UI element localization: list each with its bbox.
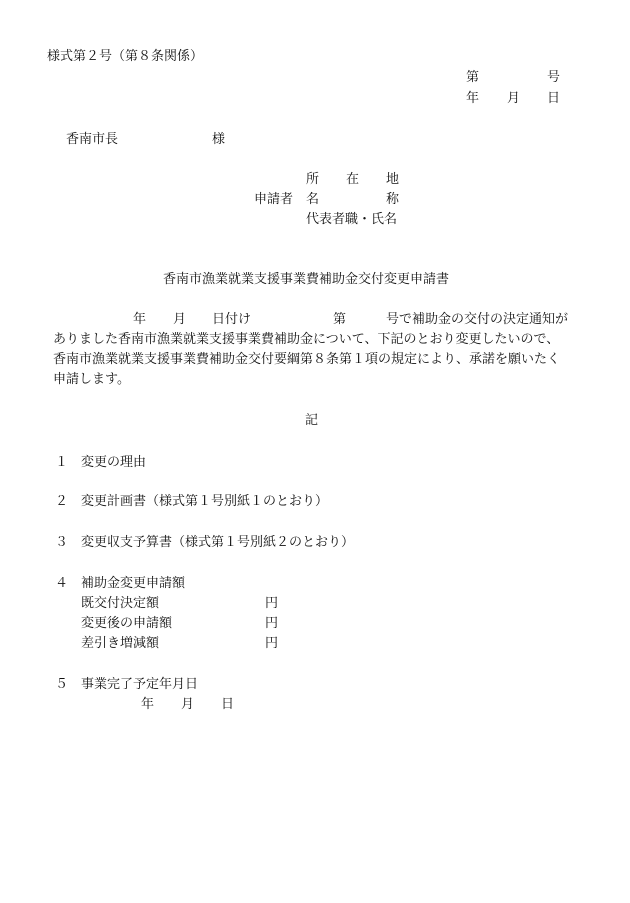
body-dai: 第 [333, 312, 347, 327]
item-4-row-unit: 円 [265, 636, 279, 651]
body-month: 月 [173, 312, 187, 327]
document-title: 香南市漁業就業支援事業費補助金交付変更申請書 [163, 272, 450, 287]
item-4-row-unit: 円 [265, 616, 279, 631]
item-4-row-label: 変更後の申請額 [81, 616, 173, 631]
date-year: 年 [466, 91, 480, 106]
body-line1-tail: 号で補助金の交付の決定通知が [386, 312, 569, 327]
item-2-text: 変更計画書（様式第１号別紙１のとおり） [81, 494, 329, 509]
date-day: 日 [547, 91, 561, 106]
item-5-day: 日 [221, 697, 235, 712]
item-5-month: 月 [181, 697, 195, 712]
body-line4: 申請します。 [53, 372, 130, 387]
applicant-representative: 代表者職・氏名 [306, 212, 398, 227]
item-4-text: 補助金変更申請額 [81, 576, 186, 591]
applicant-location-3: 地 [386, 172, 400, 187]
item-1-number: １ [55, 455, 69, 470]
item-2-number: ２ [55, 494, 69, 509]
item-5-text: 事業完了予定年月日 [81, 677, 199, 692]
item-1-text: 変更の理由 [81, 455, 147, 470]
body-year: 年 [133, 312, 147, 327]
item-4-number: ４ [55, 576, 69, 591]
doc-number-suffix: 号 [547, 70, 561, 85]
item-4-row-label: 既交付決定額 [81, 596, 160, 611]
applicant-location-2: 在 [346, 172, 360, 187]
doc-number-prefix: 第 [466, 70, 480, 85]
addressee-name: 香南市長 [66, 132, 119, 147]
applicant-label: 申請者 [254, 192, 294, 207]
applicant-name-1: 名 [306, 192, 320, 207]
item-4-row-label: 差引き増減額 [81, 636, 160, 651]
date-month: 月 [507, 91, 521, 106]
body-line2: ありました香南市漁業就業支援事業費補助金について、下記のとおり変更したいので、 [53, 332, 560, 347]
applicant-name-2: 称 [386, 192, 400, 207]
ki-heading: 記 [305, 413, 319, 428]
form-number: 様式第２号（第８条関係） [47, 49, 204, 64]
item-3-text: 変更収支予算書（様式第１号別紙２のとおり） [81, 535, 355, 550]
body-line3: 香南市漁業就業支援事業費補助金交付要綱第８条第１項の規定により、承諾を願いたく [53, 352, 561, 367]
item-4-row-unit: 円 [265, 596, 279, 611]
addressee-honorific: 様 [212, 132, 226, 147]
applicant-location-1: 所 [306, 172, 320, 187]
item-5-number: ５ [55, 677, 69, 692]
item-3-number: ３ [55, 535, 69, 550]
item-5-year: 年 [141, 697, 155, 712]
body-dated: 日付け [212, 312, 252, 327]
